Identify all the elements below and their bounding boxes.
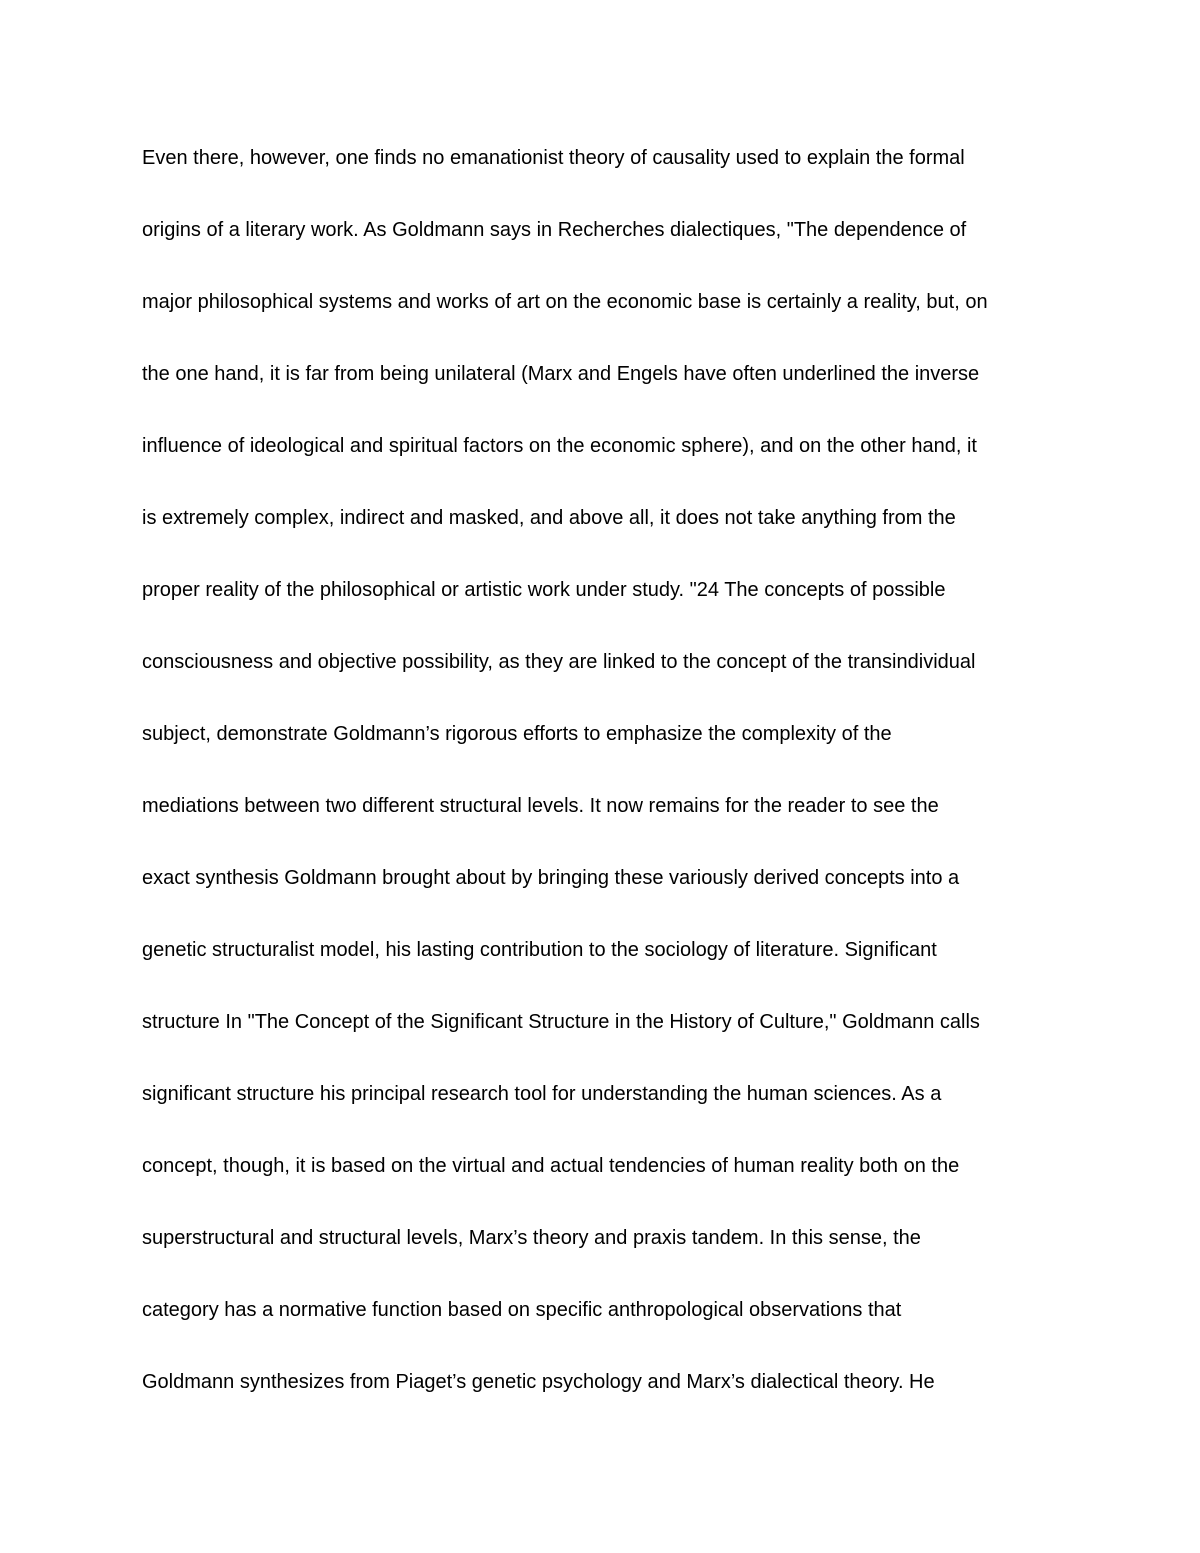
text-line: the one hand, it is far from being unilateral (Marx and Engels have often underlined the inverse bbox=[142, 363, 980, 385]
text-line: influence of ideological and spiritual factors on the economic sphere), and on the other hand, it bbox=[142, 435, 977, 457]
text-line: genetic structuralist model, his lasting contribution to the sociology of literature. Significant bbox=[142, 939, 937, 961]
text-line: is extremely complex, indirect and masked, and above all, it does not take anything from the bbox=[142, 507, 956, 529]
document-body bbox=[142, 138, 1072, 1434]
text-line: mediations between two different structural levels. It now remains for the reader to see the bbox=[142, 795, 939, 817]
text-line: origins of a literary work. As Goldmann says in Recherches dialectiques, "The dependence of bbox=[142, 219, 967, 241]
text-line: major philosophical systems and works of art on the economic base is certainly a reality, but, on bbox=[142, 291, 988, 313]
text-line: concept, though, it is based on the virtual and actual tendencies of human reality both on the bbox=[142, 1155, 960, 1177]
text-line: superstructural and structural levels, Marx’s theory and praxis tandem. In this sense, the bbox=[142, 1227, 921, 1249]
text-line: significant structure his principal research tool for understanding the human sciences. As a bbox=[142, 1083, 942, 1105]
text-line: category has a normative function based on specific anthropological observations that bbox=[142, 1299, 902, 1321]
text-line: Even there, however, one finds no emanationist theory of causality used to explain the formal bbox=[142, 147, 965, 169]
text-line: consciousness and objective possibility, as they are linked to the concept of the transindividual bbox=[142, 651, 976, 673]
text-line: proper reality of the philosophical or artistic work under study. "24 The concepts of possible bbox=[142, 579, 946, 601]
text-line: Goldmann synthesizes from Piaget’s genetic psychology and Marx’s dialectical theory. He bbox=[142, 1371, 935, 1393]
text-line: structure In "The Concept of the Significant Structure in the History of Culture," Goldmann calls bbox=[142, 1011, 980, 1033]
text-line: subject, demonstrate Goldmann’s rigorous efforts to emphasize the complexity of the bbox=[142, 723, 892, 745]
text-line: exact synthesis Goldmann brought about by bringing these variously derived concepts into a bbox=[142, 867, 960, 889]
